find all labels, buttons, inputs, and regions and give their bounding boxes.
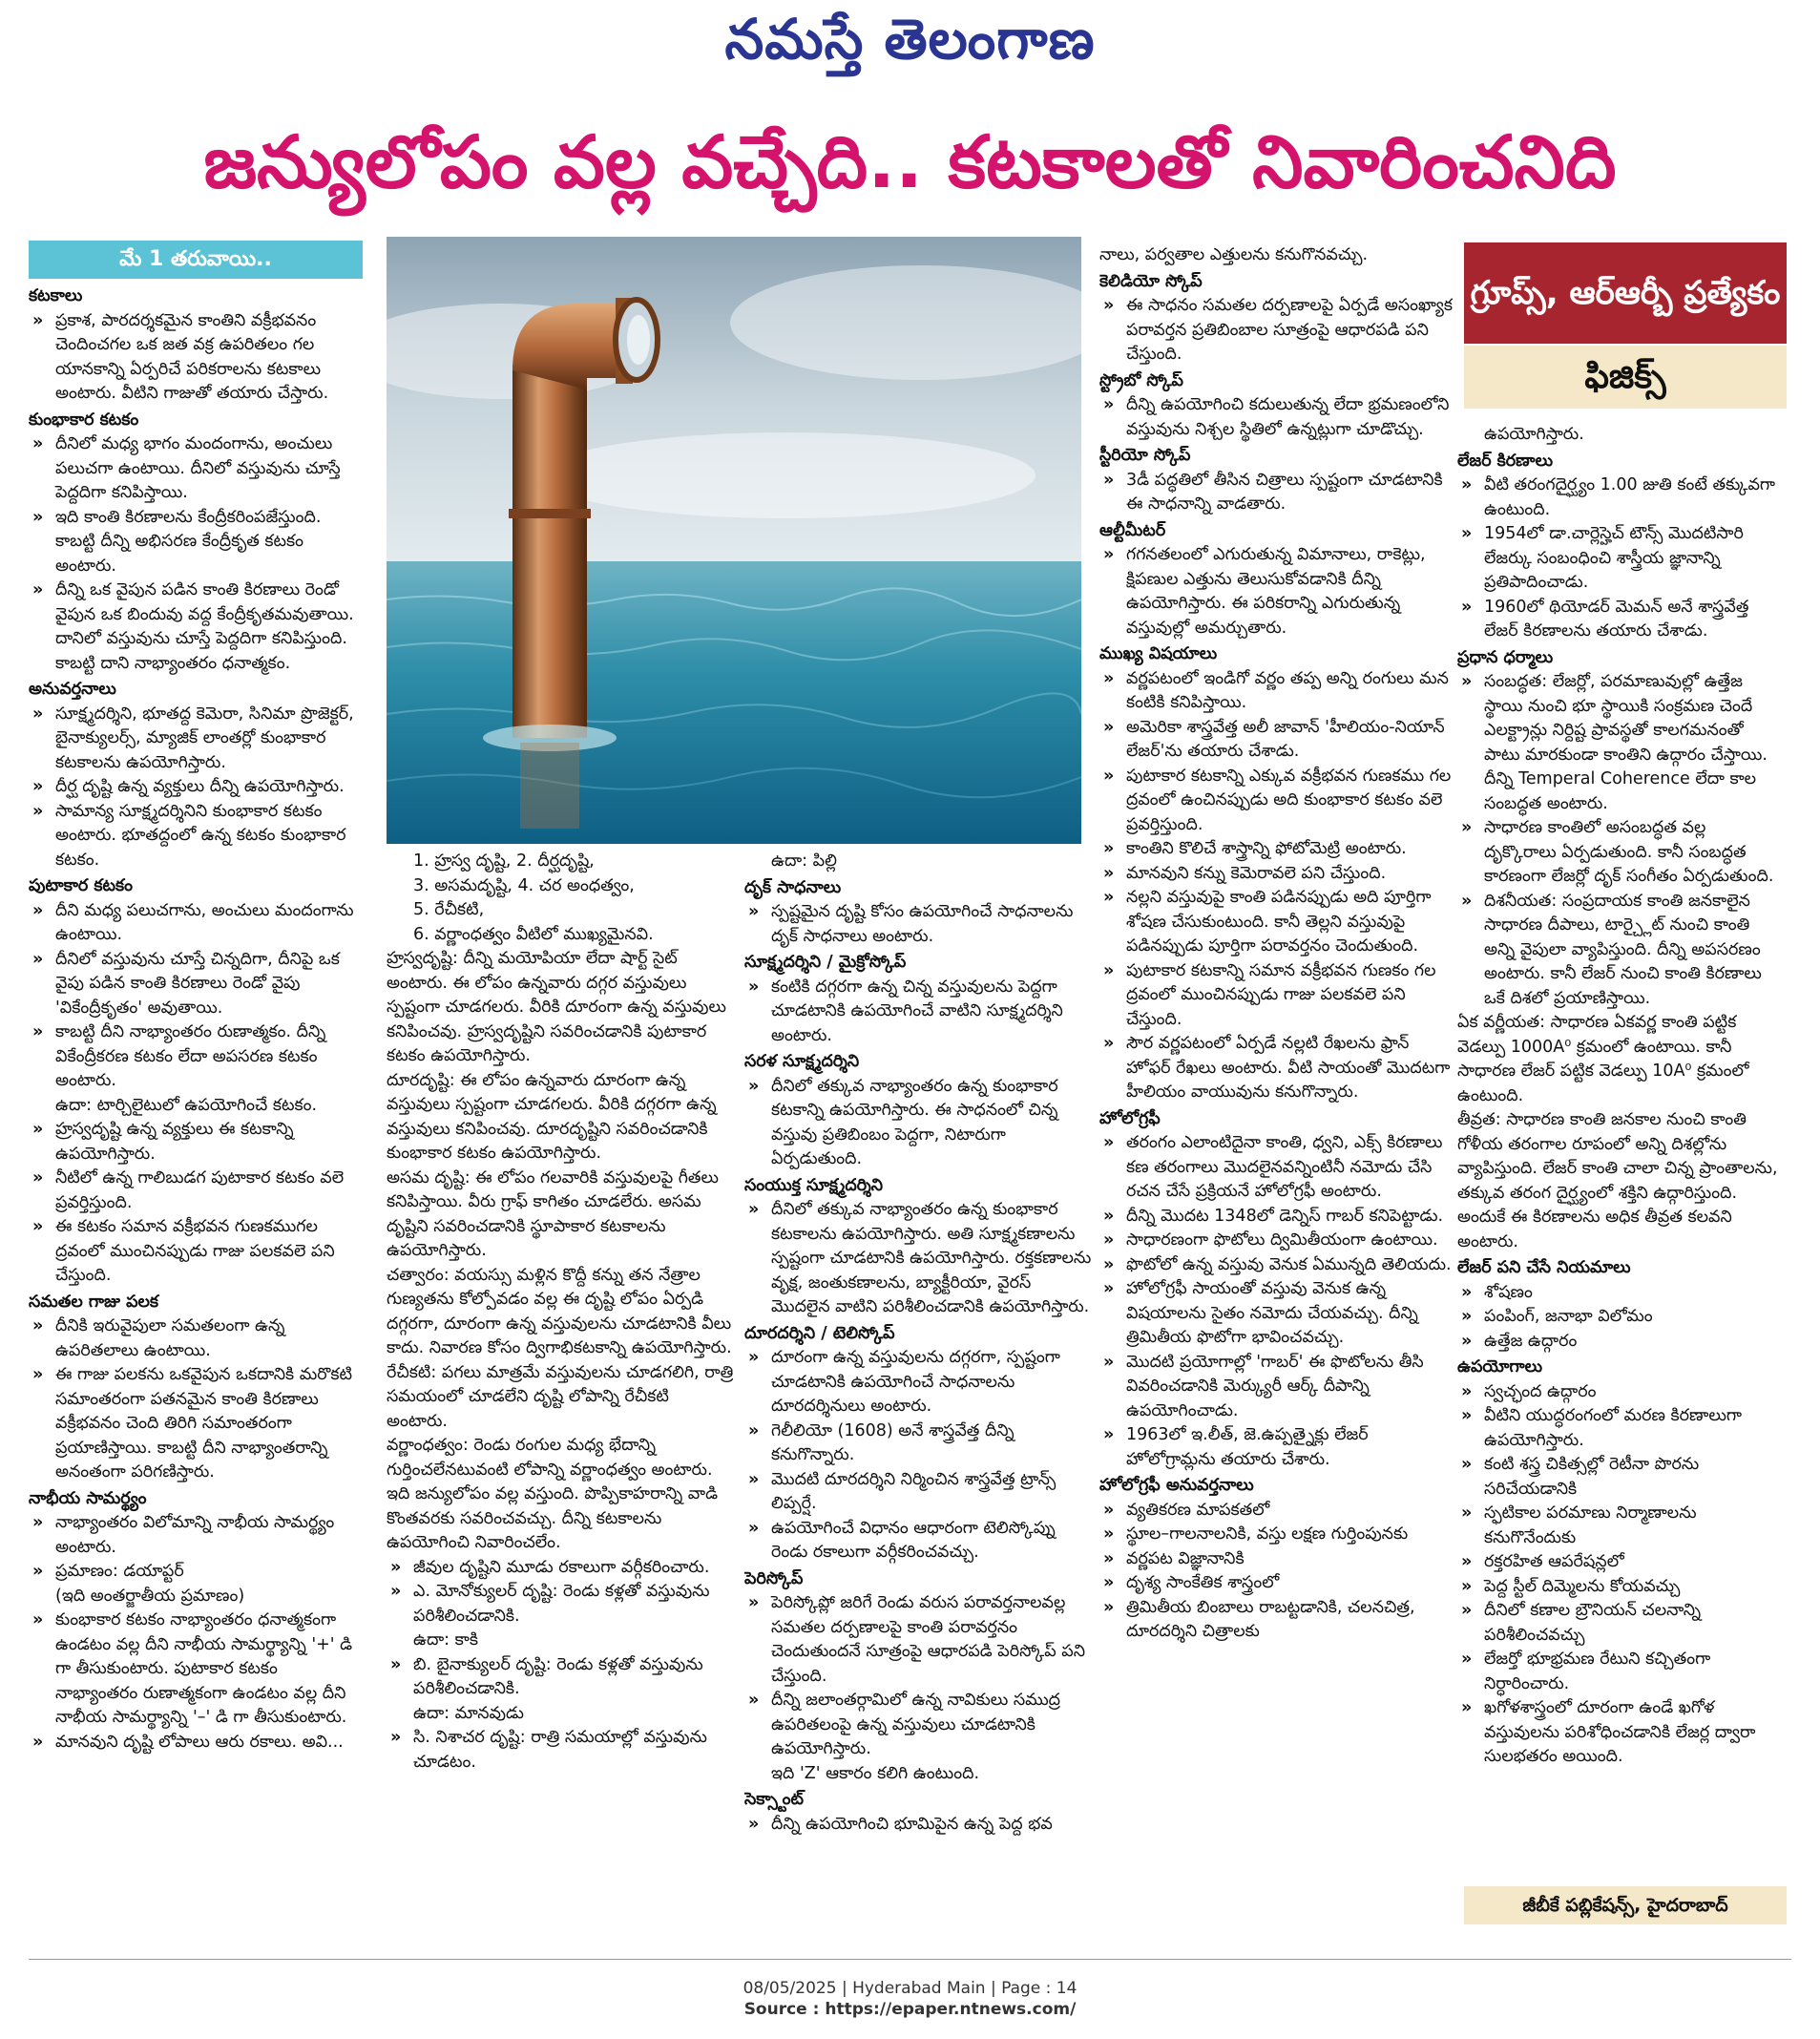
- section-heading: సమతల గాజు పలక: [29, 1292, 159, 1312]
- paragraph: » కుంభాకార కటకం నాభ్యాంతరం ధనాత్మకంగా ఉండటం వల్ల దీని నాభీయ సామర్థ్యాన్ని '+' డి గా తీసుకుంటారు. పుటాకార కటకం నాభ్యాంతరం రుణాత్మకంగా ఉండటం వల్ల దీని నాభీయ సామర్థ్యాన్ని '–' డి గా తీసుకుంటారు.: [29, 1608, 363, 1731]
- paragraph: » దీన్ని జలాంతర్గామిలో ఉన్న నావికులు సముద్ర ఉపరితలంపై ఉన్న వస్తువులు చూడటానికి ఉపయోగిస్తారు.: [744, 1689, 1093, 1762]
- paragraph: » వర్ణపట విజ్ఞానానికి: [1099, 1547, 1453, 1572]
- paragraph: ఉదా: పిల్లి: [771, 851, 837, 871]
- paragraph: » హోలోగ్రఫీ సాయంతో వస్తువు వెనుక ఉన్న విషయాలను సైతం నమోదు చేయవచ్చు. దీన్ని త్రిమితీయ ఫొటోగా భావించవచ్చు.: [1099, 1277, 1453, 1351]
- paragraph: » పంపింగ్, జనాభా విలోమం: [1457, 1305, 1782, 1330]
- paragraph: దూరదృష్టి: ఈ లోపం ఉన్నవారు దూరంగా ఉన్న వస్తువులు స్పష్టంగా చూడగలరు. వీరికి దగ్గరగా ఉన్న వస్తువులు కనిపించవు. దూరదృష్టిని సవరించడానికి కుంభాకార కటకం ఉపయోగిస్తారు.: [387, 1070, 717, 1163]
- paragraph: » ప్రకాశ, పారదర్శకమైన కాంతిని వక్రీభవనం చెందించగల ఒక జత వక్ర ఉపరితలం గల యానకాన్ని ఏర్పరిచే పరికరాలను కటకాలు అంటారు. వీటిని గాజుతో తయారు చేస్తారు.: [29, 309, 363, 407]
- paragraph: » దృశ్య సాంకేతిక శాస్త్రంలో: [1099, 1571, 1453, 1596]
- paragraph: » ప్రమాణం: డయాప్టర్: [29, 1560, 363, 1585]
- paragraph: » ఫొటోలో ఉన్న వస్తువు వెనుక ఏమున్నది తెలియదు.: [1099, 1253, 1453, 1278]
- paragraph: » దీన్ని ఉపయోగించి కదులుతున్న లేదా భ్రమణంలోని వస్తువును నిశ్చల స్థితిలో ఉన్నట్లుగా చూడొచ్చు.: [1099, 393, 1453, 442]
- paragraph: » కంటికి దగ్గరగా ఉన్న చిన్న వస్తువులను పెద్దగా చూడటానికి ఉపయోగించే వాటిని సూక్ష్మదర్శిని అంటారు.: [744, 976, 1093, 1049]
- paragraph: ఇది 'Z' ఆకారం కలిగి ఉంటుంది.: [771, 1763, 980, 1783]
- paragraph: » వ్యతికరణ మాపకతలో: [1099, 1499, 1453, 1524]
- paragraph: » ఉపయోగించే విధానం ఆధారంగా టెలిస్కోప్ను రెండు రకాలుగా వర్గీకరించవచ్చు.: [744, 1517, 1093, 1566]
- paragraph: » 1960లో థియోడర్ మెమన్ అనే శాస్త్రవేత్త లేజర్ కిరణాలను తయారు చేశాడు.: [1457, 596, 1782, 644]
- section-heading: సరళ సూక్ష్మదర్శిని: [744, 1052, 860, 1071]
- newspaper-masthead: నమస్తే తెలంగాణ: [724, 7, 1096, 72]
- paragraph: » అమెరికా శాస్త్రవేత్త అలీ జావాన్ 'హీలియం-నియాన్ లేజర్'ను తయారు చేశాడు.: [1099, 716, 1453, 765]
- paragraph: ఉదా: కాకి: [413, 1630, 479, 1650]
- section-heading: సూక్ష్మదర్శిని / మైక్రోస్కోప్: [744, 953, 907, 972]
- section-heading: హోలోగ్రఫీ అనువర్తనాలు: [1099, 1476, 1254, 1495]
- groups-rrb-special-box: గ్రూప్స్, ఆర్ఆర్బీ ప్రత్యేకం: [1464, 242, 1787, 344]
- paragraph: » వీటిని యుద్ధరంగంలో మరణ కిరణాలుగా ఉపయోగిస్తారు.: [1457, 1404, 1782, 1453]
- page-footer: [0, 1978, 1820, 2020]
- section-heading: పెరిస్కోప్: [744, 1568, 804, 1588]
- paragraph: తీవ్రత: సాధారణ కాంతి జనకాల నుంచి కాంతి గోళీయ తరంగాల రూపంలో అన్ని దిశల్లోను వ్యాపిస్తుంది. లేజర్ కాంతి చాలా చిన్న ప్రాంతాలను, తక్కువ తరంగ దైర్ఘ్యంలో శక్తిని ఉద్గారిస్తుంది. అందుకే ఈ కిరణాలను అధిక తీవ్రత కలవని అంటారు.: [1457, 1110, 1778, 1251]
- paragraph: » దీర్ఘ దృష్టి ఉన్న వ్యక్తులు దీన్ని ఉపయోగిస్తారు.: [29, 775, 363, 800]
- article-column-4: [1099, 243, 1453, 1938]
- article-column-2: [387, 850, 735, 1938]
- paragraph: హ్రస్వదృష్టి: దీన్ని మయోపియా లేదా షార్ట్ సైట్ అంటారు. ఈ లోపం ఉన్నవారు దగ్గర వస్తువులు స్పష్టంగా చూడగలరు. వీరికి దూరంగా ఉన్న వస్తువులు కనిపించవు. హ్రస్వదృష్టిని సవరించడానికి పుటాకార కటకం ఉపయోగిస్తారు.: [387, 949, 726, 1065]
- paragraph: » ఈ కటకం సమాన వక్రీభవన గుణకముగల ద్రవంలో ముంచినప్పుడు గాజు పలకవలె పని చేస్తుంది.: [29, 1215, 363, 1289]
- paragraph: ఏక వర్ణీయత: సాధారణ ఏకవర్ణ కాంతి పట్టిక వెడల్పు 1000A⁰ క్రమంలో ఉంటాయి. కానీ సాధారణ లేజర్ పట్టిక వెడల్పు 10A⁰ క్రమంలో ఉంటుంది.: [1457, 1013, 1749, 1105]
- paragraph: » నాభ్యాంతరం విలోమాన్ని నాభీయ సామర్థ్యం అంటారు.: [29, 1511, 363, 1560]
- paragraph: » కాంతిని కొలిచే శాస్త్రాన్ని ఫోటోమెట్రి అంటారు.: [1099, 837, 1453, 862]
- paragraph: రేచీకటి: పగలు మాత్రమే వస్తువులను చూడగలిగి, రాత్రి సమయంలో చూడలేని దృష్టి లోపాన్ని రేచీకటి అంటారు.: [387, 1362, 734, 1431]
- paragraph: » మొదటి ప్రయోగాల్లో 'గాబర్' ఈ ఫొటోలను తీసి వివరించడానికి మెర్క్యురీ ఆర్క్ దీపాన్ని ఉపయోగించాడు.: [1099, 1351, 1453, 1424]
- paragraph: » త్రిమితీయ బింబాలు రాబట్టడానికి, చలనచిత్ర, దూరదర్శిని చిత్రాలకు: [1099, 1596, 1453, 1645]
- section-heading: సంయుక్త సూక్ష్మదర్శిని: [744, 1175, 884, 1195]
- paragraph: 6. వర్ణాంధత్వం వీటిలో ముఖ్యమైనవి.: [413, 924, 654, 944]
- section-heading: దూరదర్శిని / టెలిస్కోప్: [744, 1323, 895, 1343]
- paragraph: » దీని మధ్య పలుచగాను, అంచులు మందంగాను ఉంటాయి.: [29, 899, 363, 948]
- paragraph: » దీన్ని మొదట 1348లో డెన్నిస్ గాబర్ కనిపెట్టాడు.: [1099, 1205, 1453, 1230]
- section-heading: ఆల్టీమీటర్: [1099, 520, 1166, 540]
- footer-date-page: 08/05/2025 | Hyderabad Main | Page : 14: [743, 1979, 1077, 1998]
- section-heading: లేజర్ పని చేసే నియమాలు: [1457, 1258, 1631, 1277]
- paragraph: » వీటి తరంగదైర్ఘ్యం 1.00 జుతి కంటే తక్కువగా ఉంటుంది.: [1457, 473, 1782, 522]
- paragraph: » రక్తరహిత ఆపరేషన్లలో: [1457, 1550, 1782, 1575]
- paragraph: » దీనిలో తక్కువ నాభ్యాంతరం ఉన్న కుంభాకార కటకాన్ని ఉపయోగిస్తారు. ఈ సాధనంలో చిన్న వస్తువు ప్రతిబింబం పెద్దగా, నిటారుగా ఏర్పడుతుంది.: [744, 1075, 1093, 1172]
- paragraph: » 1954లో డా.చార్లెస్హెచ్ టౌన్స్ మొదటిసారి లేజర్కు సంబంధించి శాస్త్రీయ జ్ఞానాన్ని ప్రతిపాదించాడు.: [1457, 522, 1782, 596]
- paragraph: » ఇది కాంతి కిరణాలను కేంద్రీకరింపజేస్తుంది. కాబట్టి దీన్ని అభిసరణ కేంద్రీకృత కటకం అంటారు.: [29, 506, 363, 579]
- section-heading: ముఖ్య విషయాలు: [1099, 644, 1218, 663]
- paragraph: » స్వచ్ఛంద ఉద్గారం: [1457, 1380, 1782, 1405]
- physics-subject-box: ఫిజిక్స్: [1464, 346, 1787, 409]
- section-heading: పుటాకార కటకం: [29, 876, 134, 895]
- paragraph: » గెలీలియో (1608) అనే శాస్త్రవేత్త దీన్ని కనుగొన్నారు.: [744, 1419, 1093, 1468]
- paragraph: » సూక్ష్మదర్శిని, భూతద్ద కెమెరా, సినిమా ప్రొజెక్టర్, బైనాక్యులర్స్, మ్యాజిక్ లాంతర్లో కుంభాకార కటకాలను ఉపయోగిస్తారు.: [29, 703, 363, 776]
- section-heading: నాభీయ సామర్థ్యం: [29, 1488, 147, 1508]
- paragraph: » లేజర్తో భూభ్రమణ రేటుని కచ్చితంగా నిర్ధారించారు.: [1457, 1648, 1782, 1696]
- section-heading: ప్రధాన ధర్మాలు: [1457, 647, 1554, 667]
- paragraph: » బి. బైనాక్యులర్ దృష్టి: రెండు కళ్లతో వస్తువును పరిశీలించడానికి.: [387, 1653, 735, 1702]
- paragraph: » ఈ గాజు పలకను ఒకవైపున ఒకదానికి మరొకటి సమాంతరంగా పతనమైన కాంతి కిరణాలు వక్రీభవనం చెంది తిరిగి సమాంతరంగా ప్రయాణిస్తాయి. కాబట్టి దీని నాభ్యాంతరాన్ని అనంతంగా పరిగణిస్తారు.: [29, 1363, 363, 1485]
- periscope-photo: [387, 237, 1081, 844]
- periscope-illustration: [387, 237, 1081, 844]
- section-heading: ఉపయోగాలు: [1457, 1357, 1543, 1377]
- paragraph: » 3డీ పద్ధతిలో తీసిన చిత్రాలు స్పష్టంగా చూడటానికి ఈ సాధనాన్ని వాడతారు.: [1099, 469, 1453, 517]
- publisher-credit: జీబీకే పబ్లికేషన్స్, హైదరాబాద్: [1464, 1886, 1787, 1924]
- continued-banner: మే 1 తరువాయి..: [29, 241, 363, 279]
- paragraph: » మానవుని కన్ను కెమెరావలె పని చేస్తుంది.: [1099, 862, 1453, 887]
- section-heading: స్ట్రోబో స్కోప్: [1099, 370, 1183, 390]
- paragraph: » పెద్ద స్టీల్ దిమ్మెలను కోయవచ్చు: [1457, 1575, 1782, 1600]
- paragraph: » గగనతలంలో ఎగురుతున్న విమానాలు, రాకెట్లు, క్షిపణుల ఎత్తును తెలుసుకోవడానికి దీన్ని ఉపయోగిస్తారు. ఈ పరికరాన్ని ఎగురుతున్న వస్తువుల్లో అమర్చుతారు.: [1099, 543, 1453, 641]
- paragraph: » ఉత్తేజ ఉద్గారం: [1457, 1330, 1782, 1355]
- paragraph: » సాధారణ కాంతిలో అసంబద్ధత వల్ల దృక్కొరాలు ఏర్పడుతుంది. కానీ సంబద్ధత కారణంగా లేజర్లో దృక్ సంగీతం ఏర్పడుతుంది.: [1457, 816, 1782, 890]
- paragraph: » దూరంగా ఉన్న వస్తువులను దగ్గరగా, స్పష్టంగా చూడటానికి ఉపయోగించే సాధనాలను దూరదర్శినులు అంటారు.: [744, 1346, 1093, 1419]
- paragraph: ఉదా: టార్చిలైటులో ఉపయోగించే కటకం.: [55, 1095, 318, 1115]
- paragraph: » మొదటి దూరదర్శిని నిర్మించిన శాస్త్రవేత్త ట్రాన్స్ లిప్పర్షే.: [744, 1468, 1093, 1517]
- section-heading: దృక్ సాధనాలు: [744, 877, 842, 897]
- section-heading: కుంభాకార కటకం: [29, 410, 139, 430]
- paragraph: 3. అసమదృష్టి, 4. చర అంధత్వం,: [413, 875, 635, 895]
- article-column-1: [29, 283, 363, 1934]
- paragraph: 1. హ్రస్వ దృష్టి, 2. దీర్ఘదృష్టి,: [413, 851, 595, 871]
- section-heading: కెలిడియో స్కోప్: [1099, 271, 1203, 291]
- paragraph: » దీనిలో తక్కువ నాభ్యాంతరం ఉన్న కుంభాకార కటకాలను ఉపయోగిస్తారు. అతి సూక్ష్మకణాలను స్పష్టంగా చూడటానికి ఉపయోగిస్తారు. రక్తకణాలను వృక్ష, జంతుకణాలను, బ్యాక్టీరియా, వైరస్ మొదలైన వాటిని పరిశీలించడానికి ఉపయోగిస్తారు.: [744, 1198, 1093, 1320]
- paragraph: » సామాన్య సూక్ష్మదర్శినిని కుంభాకార కటకం అంటారు. భూతద్దంలో ఉన్న కటకం కుంభాకార కటకం.: [29, 800, 363, 873]
- paragraph: » జీవుల దృష్టిని మూడు రకాలుగా వర్గీకరించారు.: [387, 1556, 735, 1581]
- paragraph: చత్వారం: వయస్సు మళ్లిన కొద్దీ కన్ను తన నేత్రాల గుణ్యతను కోల్పోవడం వల్ల ఈ దృష్టి లోపం ఏర్పడి దగ్గరగా, దూరంగా ఉన్న వస్తువులను చూడటానికి వీలు కాదు. నివారణ కోసం ద్విగాభికటకాన్ని ఉపయోగిస్తారు.: [387, 1265, 732, 1357]
- paragraph: » 1963లో ఇ.లీత్, జె.ఉప్పత్నైక్లు లేజర్ హోలోగ్రామ్లను తయారు చేశారు.: [1099, 1423, 1453, 1472]
- paragraph: » ఖగోళశాస్త్రంలో దూరంగా ఉండే ఖగోళ వస్తువులను పరిశోధించడానికి లేజర్ల ద్వారా సులభతరం అయింది.: [1457, 1696, 1782, 1770]
- section-heading: లేజర్ కిరణాలు: [1457, 451, 1554, 471]
- footer-source: Source : https://epaper.ntnews.com/: [743, 2000, 1077, 2019]
- paragraph: » దీన్ని ఒక వైపున పడిన కాంతి కిరణాలు రెండో వైపున ఒక బిందువు వద్ద కేంద్రీకృతమవుతాయి. దానిలో వస్తువును చూస్తే పెద్దదిగా కనిపిస్తుంది. కాబట్టి దాని నాభ్యాంతరం ధనాత్మకం.: [29, 578, 363, 676]
- paragraph: » సాధారణంగా ఫొటోలు ద్విమితీయంగా ఉంటాయి.: [1099, 1229, 1453, 1253]
- paragraph: » ఎ. మోనోక్యులర్ దృష్టి: రెండు కళ్లతో వస్తువును పరిశీలించడానికి.: [387, 1580, 735, 1629]
- paragraph: 5. రేచీకటి,: [413, 900, 485, 919]
- paragraph: (ఇది అంతర్జాతీయ ప్రమాణం): [55, 1586, 245, 1606]
- article-column-3: [744, 850, 1093, 1938]
- section-heading: కటకాలు: [29, 286, 83, 305]
- paragraph: » సౌర వర్ణపటంలో ఏర్పడే నల్లటి రేఖలను ఫ్రాన్ హోఫర్ రేఖలు అంటారు. వీటి సాయంతో మొదటగా హీలియం వాయువును కనుగొన్నారు.: [1099, 1032, 1453, 1105]
- section-heading: అనువర్తనాలు: [29, 680, 116, 699]
- paragraph: » స్థూల–గాలనాలనికి, వస్తు లక్షణ గుర్తింపునకు: [1099, 1523, 1453, 1547]
- paragraph: » వర్ణపటంలో ఇండిగో వర్ణం తప్ప అన్ని రంగులు మన కంటికి కనిపిస్తాయి.: [1099, 667, 1453, 716]
- paragraph: » నీటిలో ఉన్న గాలిబుడగ పుటాకార కటకం వలె ప్రవర్తిస్తుంది.: [29, 1167, 363, 1215]
- paragraph: » దీనిలో వస్తువును చూస్తే చిన్నదిగా, దీనిపై ఒక వైపు పడిన కాంతి కిరణాలు రెండో వైపు 'వికేంద్రీకృతం' అవుతాయి.: [29, 948, 363, 1021]
- paragraph: » స్ఫటికాల పరమాణు నిర్మాణాలను కనుగొనేందుకు: [1457, 1502, 1782, 1550]
- paragraph: ఉపయోగిస్తారు.: [1484, 425, 1584, 444]
- paragraph: » దిశనీయత: సంప్రదాయక కాంతి జనకాలైన సాధారణ దీపాలు, టార్చ్లైట్ నుంచి కాంతి అన్ని వైపులా వ్యాపిస్తుంది. దీన్ని అపసరణం అంటారు. కానీ లేజర్ నుంచి కాంతి కిరణాలు ఒకే దిశలో ప్రయాణిస్తాయి.: [1457, 890, 1782, 1012]
- section-heading: హోలోగ్రఫీ: [1099, 1108, 1161, 1128]
- paragraph: » దీనికి ఇరువైపులా సమతలంగా ఉన్న ఉపరితలాలు ఉంటాయి.: [29, 1314, 363, 1363]
- paragraph: » ఈ సాధనం సమతల దర్పణాలపై ఏర్పడే అసంఖ్యాక పరావర్తన ప్రతిబింబాల సూత్రంపై ఆధారపడి పని చేస్తుంది.: [1099, 294, 1453, 368]
- paragraph: » పుటాకార కటకాన్ని సమాన వక్రీభవన గుణకం గల ద్రవంలో ముంచినప్పుడు గాజు పలకవలె పని చేస్తుంది.: [1099, 959, 1453, 1033]
- paragraph: » మానవుని దృష్టి లోపాలు ఆరు రకాలు. అవి...: [29, 1731, 363, 1755]
- paragraph: » దీన్ని ఉపయోగించి భూమిపైన ఉన్న పెద్ద భవ: [744, 1813, 1093, 1838]
- paragraph: » తరంగం ఎలాంటిదైనా కాంతి, ధ్వని, ఎక్స్ కిరణాలు కణ తరంగాలు మొదలైనవన్నింటినీ నమోదు చేసి రచన చేసే ప్రక్రియనే హోలోగ్రఫీ అంటారు.: [1099, 1131, 1453, 1205]
- paragraph: » దీనిలో మధ్య భాగం మందంగాను, అంచులు పలుచగా ఉంటాయి. దీనిలో వస్తువును చూస్తే పెద్దదిగా కనిపిస్తాయి.: [29, 432, 363, 506]
- article-headline: జన్యులోపం వల్ల వచ్చేది.. కటకాలతో నివారించనిది: [203, 119, 1617, 204]
- paragraph: » నల్లని వస్తువుపై కాంతి పడినప్పుడు అది పూర్తిగా శోషణ చేసుకుంటుంది. కానీ తెల్లని వస్తువుపై పడినప్పుడు పూర్తిగా పరావర్తనం చెందుతుంది.: [1099, 886, 1453, 959]
- paragraph: » కంటి శస్త్ర చికిత్సల్లో రెటీనా పొరను సరిచేయడానికి: [1457, 1453, 1782, 1502]
- paragraph: అసమ దృష్టి: ఈ లోపం గలవారికి వస్తువులపై గీతలు కనిపిస్తాయి. వీరు గ్రాఫ్ కాగితం చూడలేరు. అసమ దృష్టిని సవరించడానికి స్థూపాకార కటకాలను ఉపయోగిస్తారు.: [387, 1167, 719, 1260]
- footer-divider: [29, 1959, 1791, 1960]
- paragraph: » పుటాకార కటకాన్ని ఎక్కువ వక్రీభవన గుణకము గల ద్రవంలో ఉంచినప్పుడు అది కుంభాకార కటకం వలె ప్రవర్తిస్తుంది.: [1099, 765, 1453, 838]
- paragraph: నాలు, పర్వతాల ఎత్తులను కనుగొనవచ్చు.: [1099, 245, 1369, 264]
- paragraph: » శోషణం: [1457, 1281, 1782, 1306]
- paragraph: » సి. నిశాచర దృష్టి: రాత్రి సమయాల్లో వస్తువును చూడటం.: [387, 1726, 735, 1775]
- paragraph: » హ్రస్వదృష్టి ఉన్న వ్యక్తులు ఈ కటకాన్ని ఉపయోగిస్తారు.: [29, 1118, 363, 1167]
- paragraph: ఉదా: మానవుడు: [413, 1703, 524, 1723]
- paragraph: వర్ణాంధత్వం: రెండు రంగుల మధ్య భేదాన్ని గుర్తించలేనటువంటి లోపాన్ని వర్ణాంధత్వం అంటారు. ఇది జన్యులోపం వల్ల వస్తుంది. పొప్పికాహరాన్ని వాడి కొంతవరకు సవరించవచ్చు. దీన్ని కటకాలను ఉపయోగించి నివారించలేం.: [387, 1436, 719, 1552]
- article-column-5: [1457, 423, 1782, 1912]
- paragraph: » దీనిలో కణాల బ్రౌనియన్ చలనాన్ని పరిశీలించవచ్చు: [1457, 1599, 1782, 1648]
- paragraph: » పెరిస్కోప్లో జరిగే రెండు వరుస పరావర్తనాలవల్ల సమతల దర్పణాలపై కాంతి పరావర్తనం చెందుతుందనే సూత్రంపై ఆధారపడి పెరిస్కోప్ పని చేస్తుంది.: [744, 1591, 1093, 1689]
- paragraph: » సంబద్ధత: లేజర్లో, పరమాణువుల్లో ఉత్తేజ స్థాయి నుంచి భూ స్థాయికి సంక్రమణ చెందే ఎలక్ట్రాన్లు నిర్దిష్ట ప్రావస్థతో కాలగమనంతో పాటు మారకుండా కాంతిని ఉద్గారం చేస్తాయి. దీన్ని Temperal Coherence లేదా కాల సంబద్ధత అంటారు.: [1457, 670, 1782, 816]
- paragraph: » కాబట్టి దీని నాభ్యాంతరం రుణాత్మకం. దీన్ని వికేంద్రీకరణ కటకం లేదా అపసరణ కటకం అంటారు.: [29, 1020, 363, 1094]
- section-heading: సెక్స్టాంట్: [744, 1790, 805, 1809]
- paragraph: » స్పష్టమైన దృష్టి కోసం ఉపయోగించే సాధనాలను దృక్ సాధనాలు అంటారు.: [744, 900, 1093, 949]
- section-heading: స్టీరియో స్కోప్: [1099, 446, 1191, 465]
